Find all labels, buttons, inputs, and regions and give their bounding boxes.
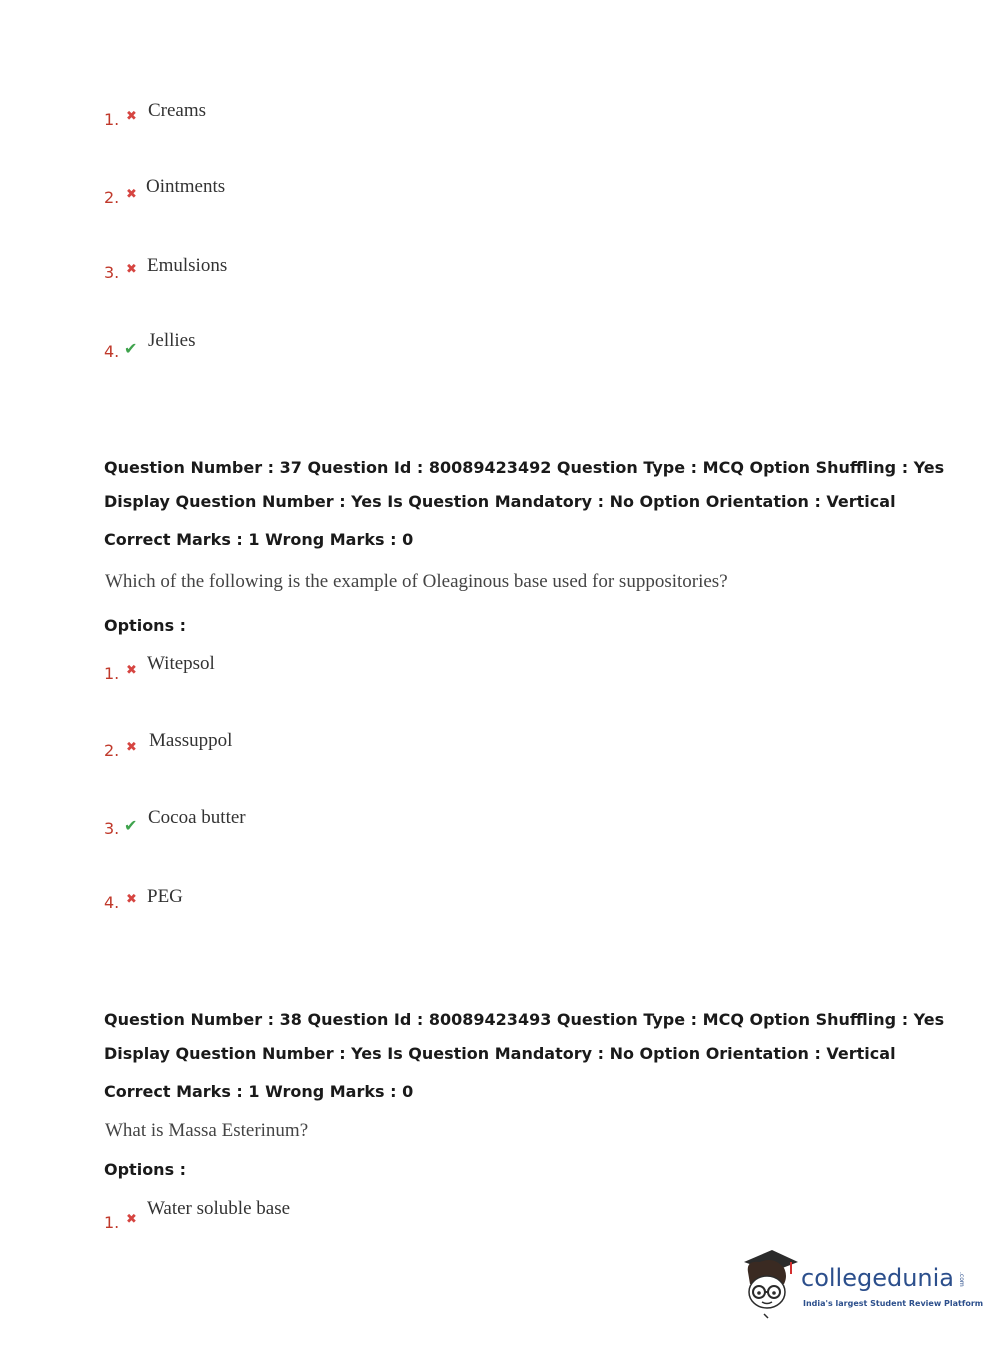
option-number: 4. [104, 342, 120, 361]
wrong-icon: ✖ [126, 1212, 137, 1227]
question-meta-line-1: Question Number : 38 Question Id : 80089423493 Question Type : MCQ Option Shuffling : Yes [104, 1010, 945, 1029]
options-label: Options : [104, 1160, 187, 1179]
check-icon: ✔ [124, 816, 138, 835]
wrong-icon: ✖ [126, 262, 137, 277]
question-marks: Correct Marks : 1 Wrong Marks : 0 [104, 530, 414, 549]
option-number: 1. [104, 110, 120, 129]
options-label: Options : [104, 616, 187, 635]
option-text: Massuppol [149, 730, 233, 751]
wrong-icon: ✖ [126, 740, 137, 755]
option-text: Creams [148, 100, 207, 121]
wrong-icon: ✖ [126, 109, 137, 124]
option-text: Ointments [146, 176, 226, 197]
option-text: Water soluble base [147, 1198, 291, 1219]
check-icon: ✔ [124, 339, 138, 358]
option-number: 1. [104, 1213, 120, 1232]
option-text: Emulsions [147, 255, 228, 276]
option-number: 1. [104, 664, 120, 683]
question-meta-line-2: Display Question Number : Yes Is Question Mandatory : No Option Orientation : Vertical [104, 1044, 896, 1063]
question-text: Which of the following is the example of Oleaginous base used for suppositories? [105, 571, 728, 592]
question-meta-line-1: Question Number : 37 Question Id : 80089423492 Question Type : MCQ Option Shuffling : Yes [104, 458, 945, 477]
question-meta-line-2: Display Question Number : Yes Is Question Mandatory : No Option Orientation : Vertical [104, 492, 896, 511]
option-number: 3. [104, 819, 120, 838]
option-number: 2. [104, 188, 120, 207]
wrong-icon: ✖ [126, 663, 137, 678]
mascot-icon [740, 1248, 800, 1320]
option-number: 2. [104, 741, 120, 760]
question-text: What is Massa Esterinum? [105, 1120, 309, 1141]
logo-tagline: India's largest Student Review Platform [803, 1299, 984, 1308]
option-number: 3. [104, 263, 120, 282]
option-text: Jellies [148, 330, 196, 351]
wrong-icon: ✖ [126, 892, 137, 907]
logo-wordmark: collegedunia [801, 1264, 955, 1292]
option-text: Cocoa butter [148, 807, 246, 828]
option-text: PEG [147, 886, 183, 907]
wrong-icon: ✖ [126, 187, 137, 202]
option-text: Witepsol [147, 653, 215, 674]
question-marks: Correct Marks : 1 Wrong Marks : 0 [104, 1082, 414, 1101]
option-number: 4. [104, 893, 120, 912]
logo-domain: .com [958, 1272, 965, 1287]
